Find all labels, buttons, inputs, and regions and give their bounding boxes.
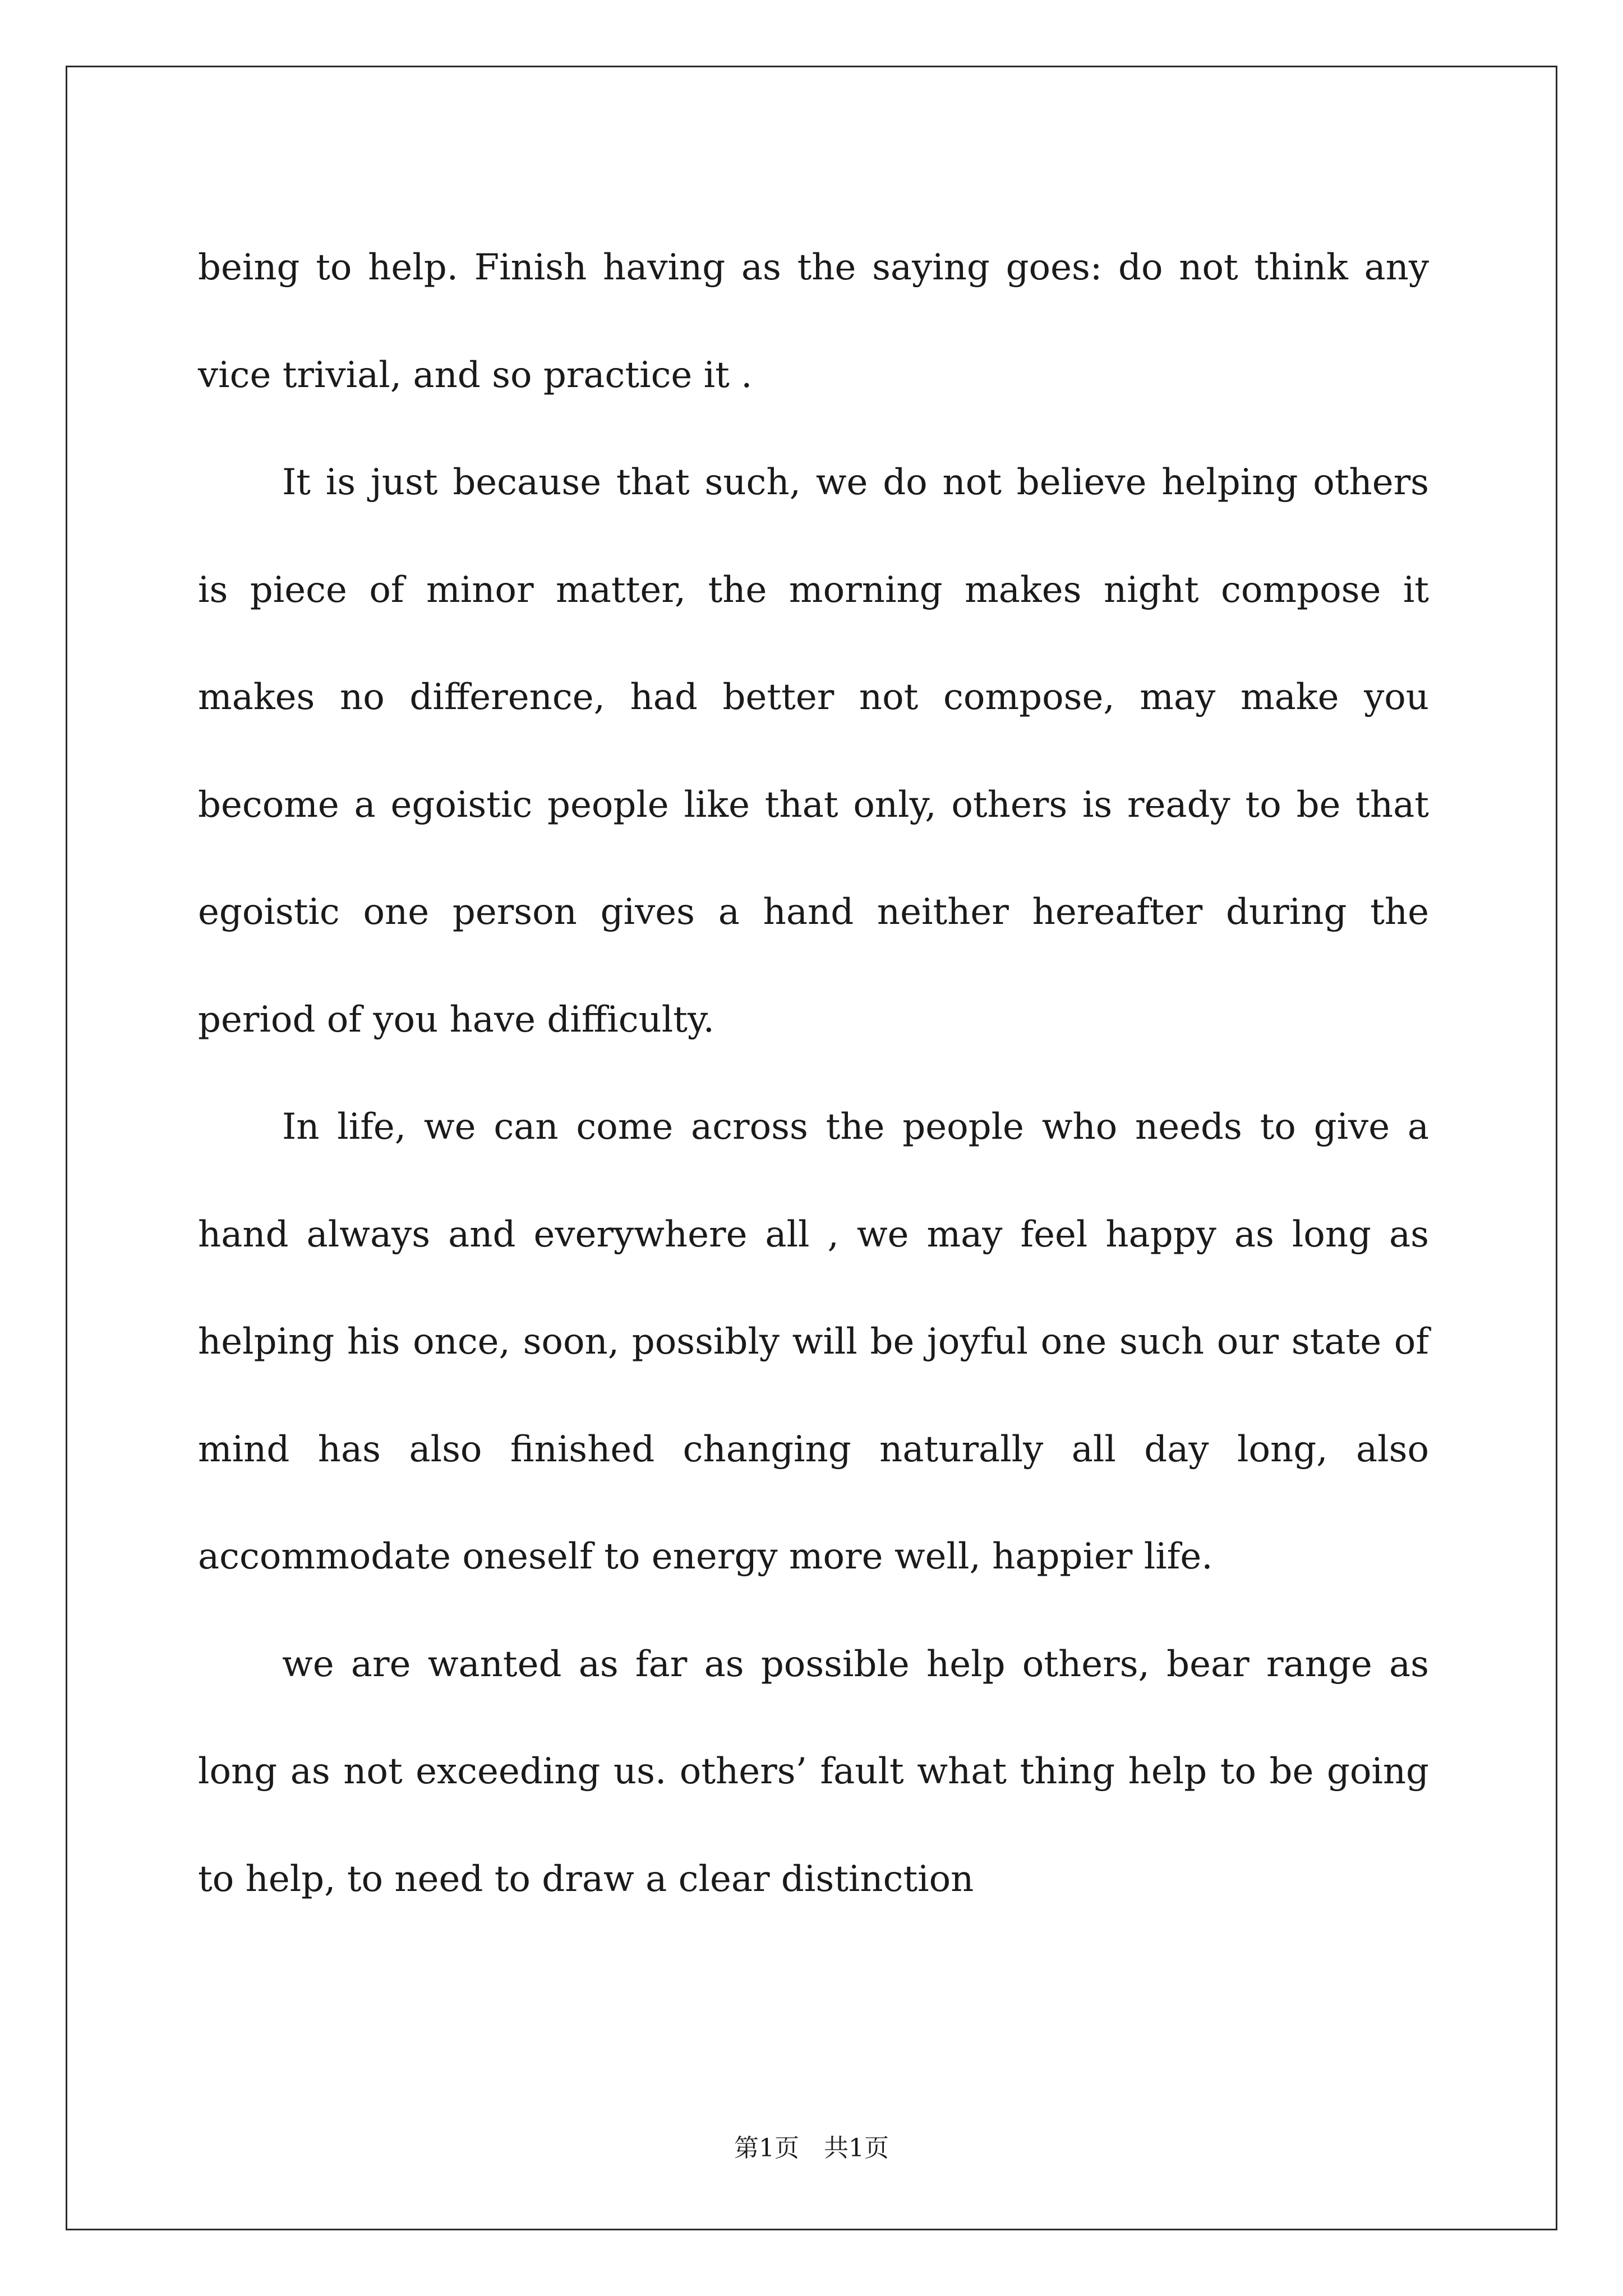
paragraph-1: being to help. Finish having as the saying goes: do not think any vice trivial, and so practice it . [198, 247, 1429, 396]
page-number: 第1页 [734, 2134, 799, 2162]
document-body [198, 214, 1429, 1933]
paragraph-2: It is just because that such, we do not believe helping others is piece of minor matter, the morning makes night compose it makes no difference, had better not compose, may make you become a egoistic people like that only, others is ready to be that egoistic one person gives a hand neither hereafter during the period of you have difficulty. [198, 462, 1429, 1041]
page-footer [0, 2132, 1623, 2165]
page-total: 共1页 [824, 2134, 889, 2162]
paragraph-3: In life, we can come across the people who needs to give a hand always and everywhere all , we may feel happy as long as helping his once, soon, possibly will be joyful one such our state of mind has also finished changing naturally all day long, also accommodate oneself to energy more well, happier life. [198, 1106, 1429, 1577]
paragraph-4: we are wanted as far as possible help others, bear range as long as not exceeding us. others’ fault what thing help to be going to help, to need to draw a clear distinction [198, 1643, 1429, 1900]
